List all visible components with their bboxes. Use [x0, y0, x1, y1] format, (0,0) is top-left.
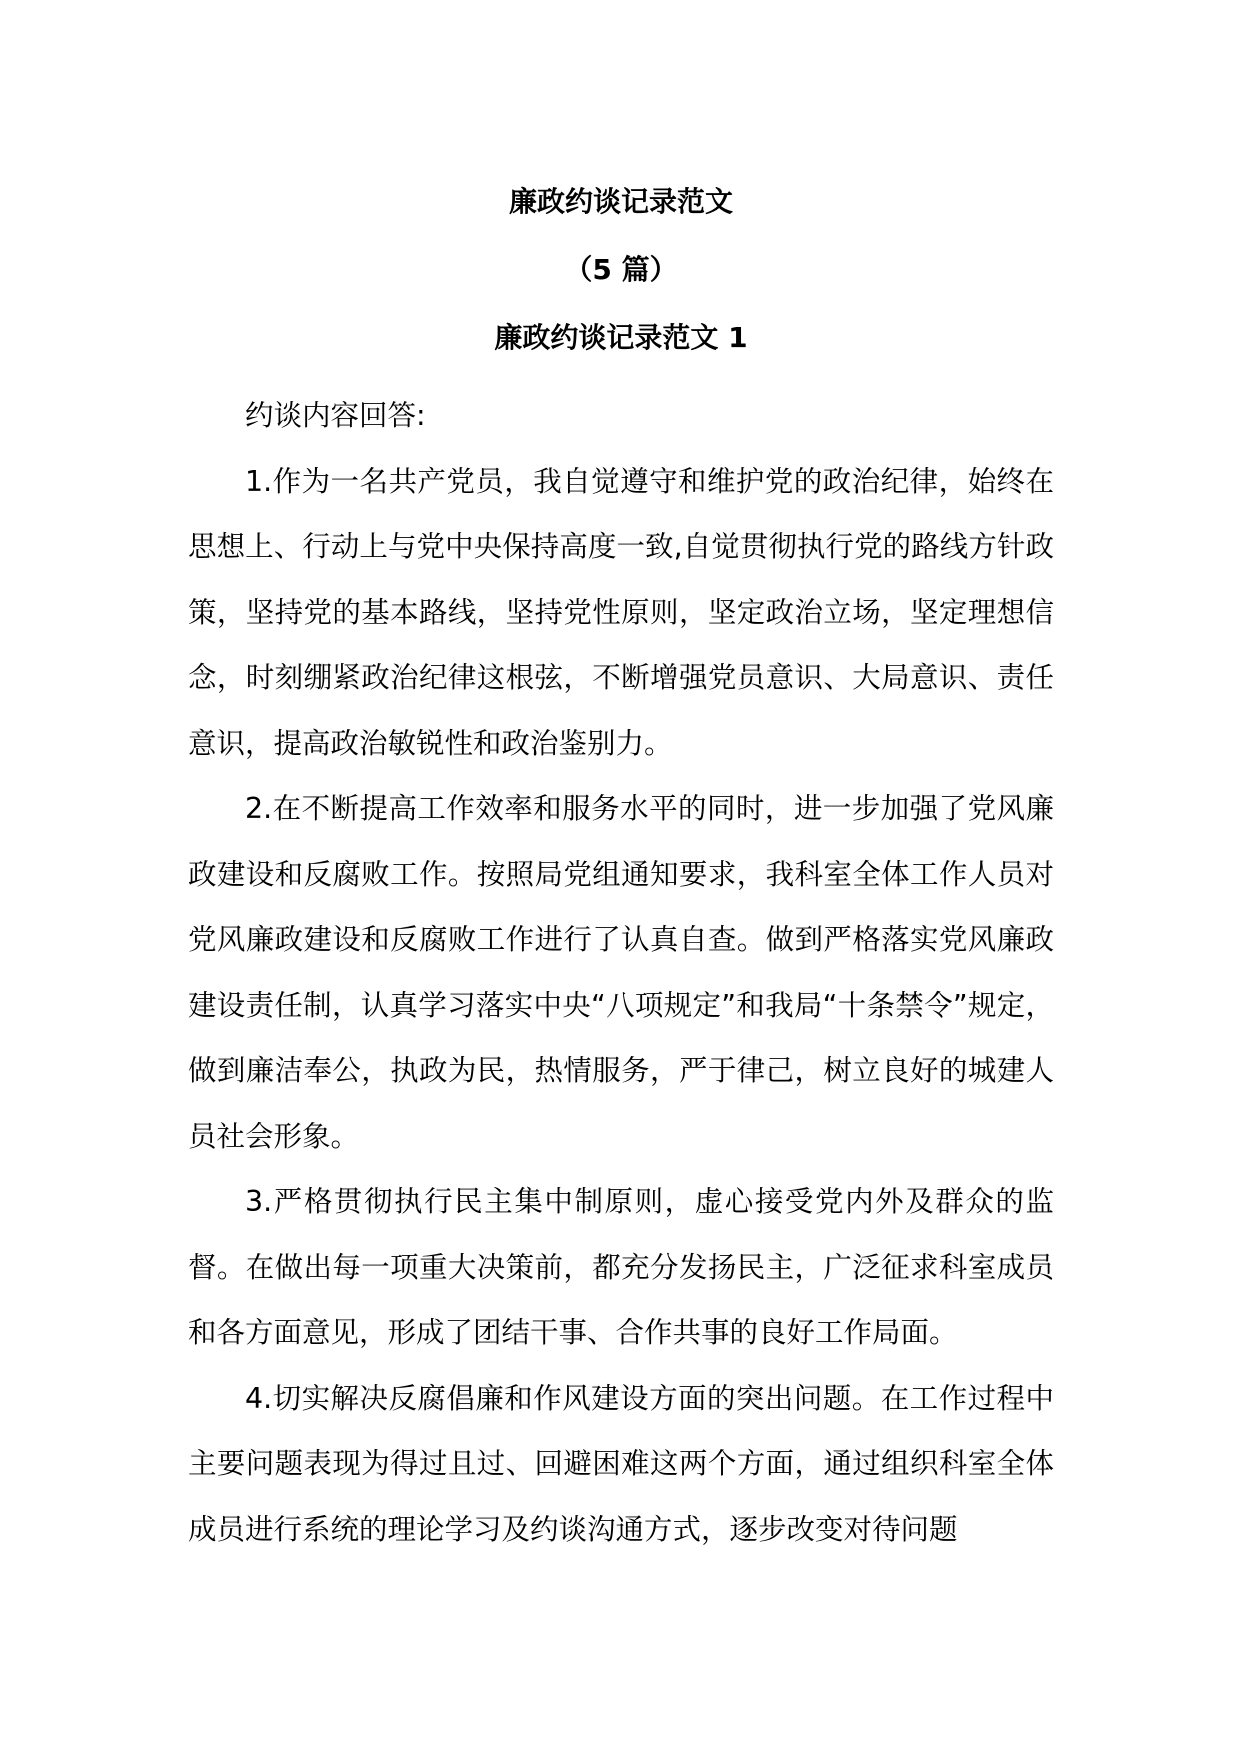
- paragraph-4: 4.切实解决反腐倡廉和作风建设方面的突出问题。在工作过程中主要问题表现为得过且过、回避困难这两个方面，通过组织科室全体成员进行系统的理论学习及约谈沟通方式，逐步改变对待问题: [188, 1381, 1054, 1546]
- document-title: 廉政约谈记录范文: [508, 185, 733, 218]
- document-subtitle: （5 篇）: [564, 253, 678, 286]
- paragraph-3: 3.严格贯彻执行民主集中制原则，虚心接受党内外及群众的监督。在做出每一项重大决策前，都充分发扬民主，广泛征求科室成员和各方面意见，形成了团结干事、合作共事的良好工作局面。: [188, 1185, 1054, 1349]
- paragraph-intro: 约谈内容回答:: [245, 399, 426, 432]
- document-body: [188, 383, 1054, 1562]
- section-title: 廉政约谈记录范文 1: [494, 321, 748, 354]
- paragraph-2: 2.在不断提高工作效率和服务水平的同时，进一步加强了党风廉政建设和反腐败工作。按照局党组通知要求，我科室全体工作人员对党风廉政建设和反腐败工作进行了认真自查。做到严格落实党风廉政建设责任制，认真学习落实中央“八项规定”和我局“十条禁令”规定，做到廉洁奉公，执政为民，热情服务，严于律己，树立良好的城建人员社会形象。: [188, 792, 1054, 1153]
- paragraph-1: 1.作为一名共产党员，我自觉遵守和维护党的政治纪律，始终在思想上、行动上与党中央保持高度一致,自觉贯彻执行党的路线方针政策，坚持党的基本路线，坚持党性原则，坚定政治立场，坚定理想信念，时刻绷紧政治纪律这根弦，不断增强党员意识、大局意识、责任意识，提高政治敏锐性和政治鉴别力。: [188, 464, 1054, 760]
